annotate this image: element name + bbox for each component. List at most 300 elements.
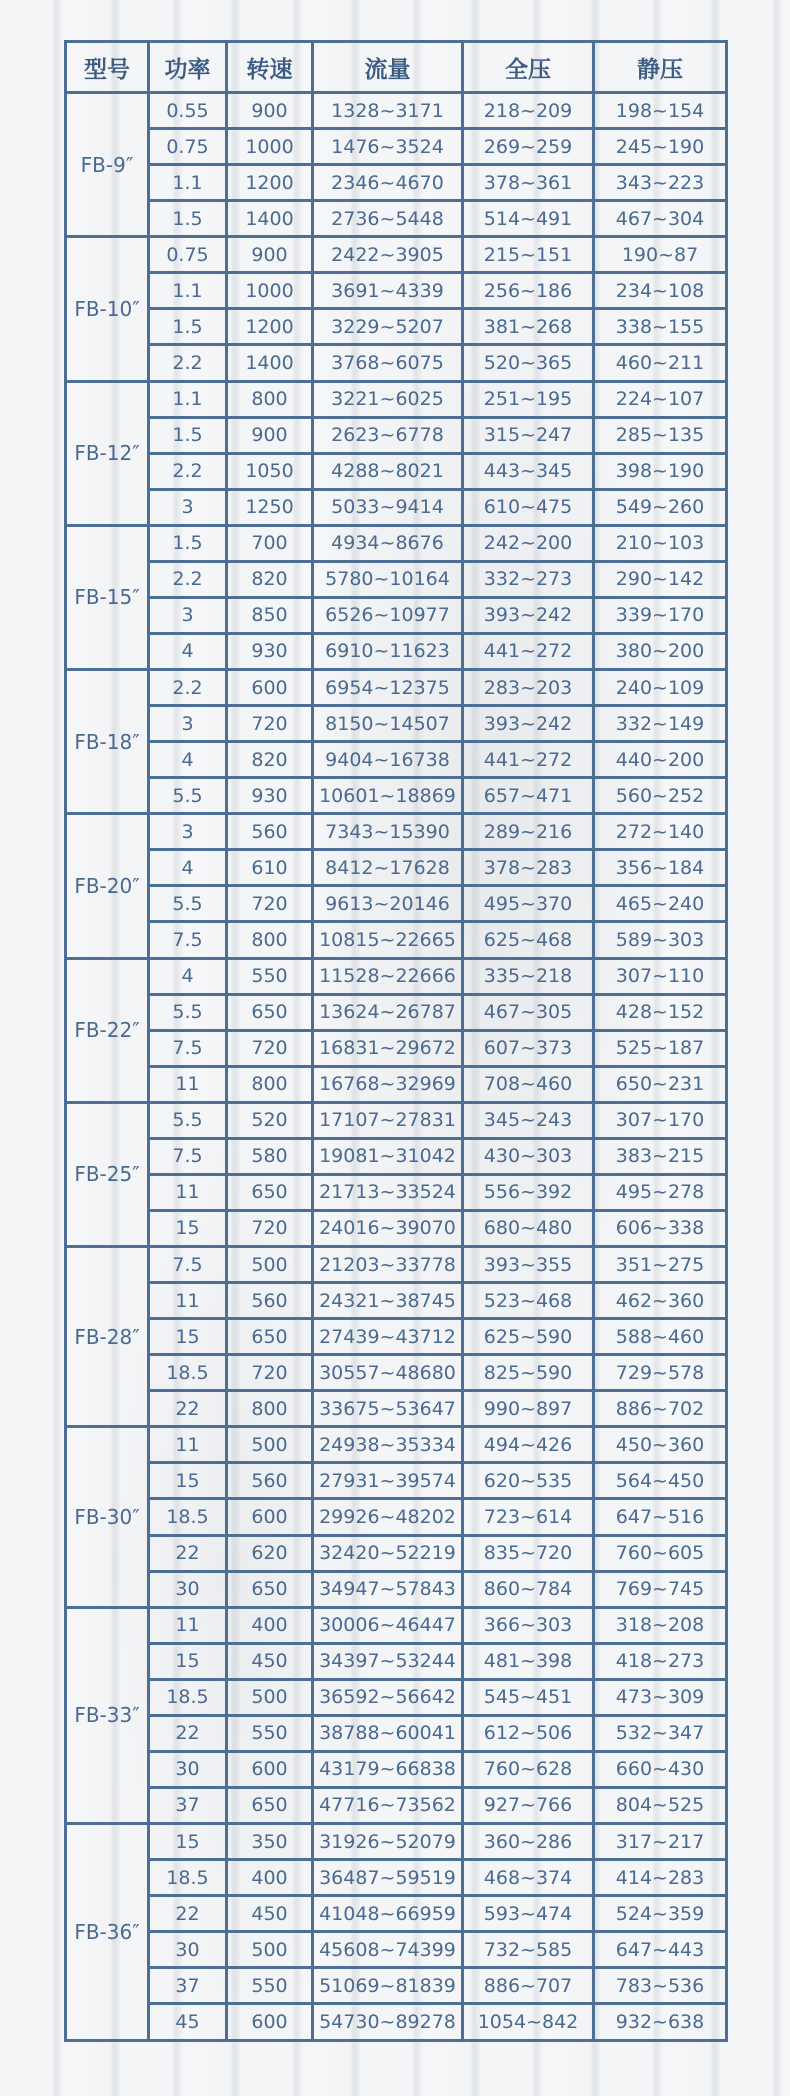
power-cell: 18.5 xyxy=(149,1355,227,1391)
static-pressure-cell: 317~217 xyxy=(594,1824,727,1860)
flow-cell: 2736~5448 xyxy=(313,201,463,237)
table-row xyxy=(66,886,727,922)
total-pressure-cell: 708~460 xyxy=(463,1066,594,1102)
power-cell: 22 xyxy=(149,1535,227,1571)
static-pressure-cell: 307~170 xyxy=(594,1102,727,1138)
flow-cell: 38788~60041 xyxy=(313,1715,463,1751)
total-pressure-cell: 1054~842 xyxy=(463,2004,594,2041)
flow-cell: 6910~11623 xyxy=(313,633,463,669)
speed-cell: 1200 xyxy=(227,309,313,345)
total-pressure-cell: 523~468 xyxy=(463,1283,594,1319)
flow-cell: 21713~33524 xyxy=(313,1174,463,1210)
speed-cell: 350 xyxy=(227,1824,313,1860)
total-pressure-cell: 835~720 xyxy=(463,1535,594,1571)
table-row xyxy=(66,417,727,453)
model-cell: FB-22″ xyxy=(66,958,149,1102)
total-pressure-cell: 256~186 xyxy=(463,273,594,309)
model-cell: FB-36″ xyxy=(66,1824,149,2041)
total-pressure-cell: 441~272 xyxy=(463,633,594,669)
static-pressure-cell: 462~360 xyxy=(594,1283,727,1319)
table-row xyxy=(66,670,727,706)
speed-cell: 400 xyxy=(227,1607,313,1643)
table-row xyxy=(66,1932,727,1968)
power-cell: 18.5 xyxy=(149,1499,227,1535)
model-cell: FB-12″ xyxy=(66,381,149,525)
fan-spec-table xyxy=(64,40,728,2042)
flow-cell: 32420~52219 xyxy=(313,1535,463,1571)
power-cell: 4 xyxy=(149,633,227,669)
total-pressure-cell: 927~766 xyxy=(463,1787,594,1823)
table-row xyxy=(66,778,727,814)
flow-cell: 54730~89278 xyxy=(313,2004,463,2041)
table-row xyxy=(66,1643,727,1679)
table-row xyxy=(66,2004,727,2041)
flow-cell: 3229~5207 xyxy=(313,309,463,345)
total-pressure-cell: 393~355 xyxy=(463,1247,594,1283)
flow-cell: 17107~27831 xyxy=(313,1102,463,1138)
static-pressure-cell: 804~525 xyxy=(594,1787,727,1823)
spec-table-container xyxy=(64,40,725,2042)
flow-cell: 30006~46447 xyxy=(313,1607,463,1643)
model-cell: FB-10″ xyxy=(66,237,149,381)
static-pressure-cell: 650~231 xyxy=(594,1066,727,1102)
model-cell: FB-33″ xyxy=(66,1607,149,1823)
total-pressure-cell: 218~209 xyxy=(463,93,594,129)
table-row xyxy=(66,129,727,165)
table-row xyxy=(66,165,727,201)
flow-cell: 2346~4670 xyxy=(313,165,463,201)
power-cell: 1.1 xyxy=(149,381,227,417)
power-cell: 22 xyxy=(149,1715,227,1751)
flow-cell: 11528~22666 xyxy=(313,958,463,994)
static-pressure-cell: 338~155 xyxy=(594,309,727,345)
table-row xyxy=(66,1896,727,1932)
flow-cell: 6526~10977 xyxy=(313,597,463,633)
total-pressure-cell: 393~242 xyxy=(463,706,594,742)
table-row xyxy=(66,1355,727,1391)
flow-cell: 34397~53244 xyxy=(313,1643,463,1679)
static-pressure-cell: 318~208 xyxy=(594,1607,727,1643)
power-cell: 2.2 xyxy=(149,453,227,489)
total-pressure-cell: 283~203 xyxy=(463,670,594,706)
model-cell: FB-20″ xyxy=(66,814,149,958)
power-cell: 4 xyxy=(149,850,227,886)
speed-cell: 850 xyxy=(227,597,313,633)
power-cell: 5.5 xyxy=(149,886,227,922)
total-pressure-cell: 378~283 xyxy=(463,850,594,886)
model-cell: FB-9″ xyxy=(66,93,149,237)
static-pressure-cell: 234~108 xyxy=(594,273,727,309)
flow-cell: 2623~6778 xyxy=(313,417,463,453)
flow-cell: 3691~4339 xyxy=(313,273,463,309)
flow-cell: 10815~22665 xyxy=(313,922,463,958)
speed-cell: 800 xyxy=(227,1391,313,1427)
speed-cell: 930 xyxy=(227,778,313,814)
total-pressure-cell: 360~286 xyxy=(463,1824,594,1860)
static-pressure-cell: 783~536 xyxy=(594,1968,727,2004)
total-pressure-cell: 481~398 xyxy=(463,1643,594,1679)
speed-cell: 560 xyxy=(227,1283,313,1319)
power-cell: 7.5 xyxy=(149,1247,227,1283)
static-pressure-cell: 414~283 xyxy=(594,1860,727,1896)
flow-cell: 8412~17628 xyxy=(313,850,463,886)
speed-cell: 900 xyxy=(227,417,313,453)
speed-cell: 500 xyxy=(227,1247,313,1283)
table-row xyxy=(66,345,727,381)
flow-cell: 2422~3905 xyxy=(313,237,463,273)
flow-cell: 27931~39574 xyxy=(313,1463,463,1499)
power-cell: 3 xyxy=(149,706,227,742)
table-row xyxy=(66,1463,727,1499)
table-row xyxy=(66,742,727,778)
speed-cell: 1000 xyxy=(227,273,313,309)
flow-cell: 43179~66838 xyxy=(313,1751,463,1787)
speed-cell: 520 xyxy=(227,1102,313,1138)
header-static-pressure: 静压 xyxy=(594,42,727,93)
total-pressure-cell: 680~480 xyxy=(463,1210,594,1246)
speed-cell: 600 xyxy=(227,670,313,706)
power-cell: 2.2 xyxy=(149,345,227,381)
power-cell: 15 xyxy=(149,1643,227,1679)
speed-cell: 610 xyxy=(227,850,313,886)
total-pressure-cell: 514~491 xyxy=(463,201,594,237)
static-pressure-cell: 564~450 xyxy=(594,1463,727,1499)
total-pressure-cell: 335~218 xyxy=(463,958,594,994)
table-row xyxy=(66,1066,727,1102)
static-pressure-cell: 524~359 xyxy=(594,1896,727,1932)
power-cell: 1.1 xyxy=(149,273,227,309)
flow-cell: 27439~43712 xyxy=(313,1319,463,1355)
flow-cell: 45608~74399 xyxy=(313,1932,463,1968)
total-pressure-cell: 366~303 xyxy=(463,1607,594,1643)
table-row xyxy=(66,958,727,994)
power-cell: 45 xyxy=(149,2004,227,2041)
static-pressure-cell: 383~215 xyxy=(594,1138,727,1174)
speed-cell: 720 xyxy=(227,1210,313,1246)
table-row xyxy=(66,1751,727,1787)
static-pressure-cell: 467~304 xyxy=(594,201,727,237)
power-cell: 4 xyxy=(149,742,227,778)
speed-cell: 1250 xyxy=(227,489,313,525)
static-pressure-cell: 932~638 xyxy=(594,2004,727,2041)
model-cell: FB-25″ xyxy=(66,1102,149,1246)
speed-cell: 720 xyxy=(227,706,313,742)
power-cell: 1.5 xyxy=(149,201,227,237)
total-pressure-cell: 430~303 xyxy=(463,1138,594,1174)
total-pressure-cell: 443~345 xyxy=(463,453,594,489)
power-cell: 3 xyxy=(149,597,227,633)
static-pressure-cell: 440~200 xyxy=(594,742,727,778)
speed-cell: 580 xyxy=(227,1138,313,1174)
static-pressure-cell: 210~103 xyxy=(594,525,727,561)
flow-cell: 21203~33778 xyxy=(313,1247,463,1283)
flow-cell: 33675~53647 xyxy=(313,1391,463,1427)
speed-cell: 600 xyxy=(227,1751,313,1787)
speed-cell: 1400 xyxy=(227,345,313,381)
flow-cell: 19081~31042 xyxy=(313,1138,463,1174)
static-pressure-cell: 769~745 xyxy=(594,1571,727,1607)
power-cell: 7.5 xyxy=(149,1138,227,1174)
flow-cell: 34947~57843 xyxy=(313,1571,463,1607)
flow-cell: 31926~52079 xyxy=(313,1824,463,1860)
power-cell: 1.1 xyxy=(149,165,227,201)
total-pressure-cell: 381~268 xyxy=(463,309,594,345)
table-row xyxy=(66,1319,727,1355)
power-cell: 15 xyxy=(149,1210,227,1246)
total-pressure-cell: 289~216 xyxy=(463,814,594,850)
speed-cell: 1400 xyxy=(227,201,313,237)
flow-cell: 9613~20146 xyxy=(313,886,463,922)
static-pressure-cell: 589~303 xyxy=(594,922,727,958)
header-model: 型号 xyxy=(66,42,149,93)
flow-cell: 6954~12375 xyxy=(313,670,463,706)
static-pressure-cell: 240~109 xyxy=(594,670,727,706)
table-row xyxy=(66,309,727,345)
table-row xyxy=(66,1824,727,1860)
static-pressure-cell: 343~223 xyxy=(594,165,727,201)
total-pressure-cell: 269~259 xyxy=(463,129,594,165)
table-body xyxy=(66,93,727,2041)
speed-cell: 700 xyxy=(227,525,313,561)
table-row xyxy=(66,489,727,525)
power-cell: 5.5 xyxy=(149,1102,227,1138)
static-pressure-cell: 398~190 xyxy=(594,453,727,489)
static-pressure-cell: 307~110 xyxy=(594,958,727,994)
power-cell: 37 xyxy=(149,1787,227,1823)
speed-cell: 1050 xyxy=(227,453,313,489)
power-cell: 1.5 xyxy=(149,417,227,453)
table-row xyxy=(66,1102,727,1138)
power-cell: 22 xyxy=(149,1896,227,1932)
total-pressure-cell: 886~707 xyxy=(463,1968,594,2004)
power-cell: 15 xyxy=(149,1319,227,1355)
flow-cell: 10601~18869 xyxy=(313,778,463,814)
speed-cell: 1200 xyxy=(227,165,313,201)
table-row xyxy=(66,1247,727,1283)
total-pressure-cell: 990~897 xyxy=(463,1391,594,1427)
speed-cell: 600 xyxy=(227,1499,313,1535)
table-row xyxy=(66,1210,727,1246)
table-row xyxy=(66,706,727,742)
static-pressure-cell: 660~430 xyxy=(594,1751,727,1787)
total-pressure-cell: 760~628 xyxy=(463,1751,594,1787)
total-pressure-cell: 251~195 xyxy=(463,381,594,417)
static-pressure-cell: 198~154 xyxy=(594,93,727,129)
power-cell: 11 xyxy=(149,1174,227,1210)
flow-cell: 30557~48680 xyxy=(313,1355,463,1391)
speed-cell: 720 xyxy=(227,1355,313,1391)
static-pressure-cell: 525~187 xyxy=(594,1030,727,1066)
total-pressure-cell: 607~373 xyxy=(463,1030,594,1066)
static-pressure-cell: 428~152 xyxy=(594,994,727,1030)
flow-cell: 13624~26787 xyxy=(313,994,463,1030)
table-row xyxy=(66,814,727,850)
static-pressure-cell: 380~200 xyxy=(594,633,727,669)
header-total-pressure: 全压 xyxy=(463,42,594,93)
speed-cell: 650 xyxy=(227,1174,313,1210)
total-pressure-cell: 315~247 xyxy=(463,417,594,453)
flow-cell: 36592~56642 xyxy=(313,1679,463,1715)
flow-cell: 51069~81839 xyxy=(313,1968,463,2004)
power-cell: 5.5 xyxy=(149,994,227,1030)
flow-cell: 4934~8676 xyxy=(313,525,463,561)
speed-cell: 500 xyxy=(227,1427,313,1463)
speed-cell: 650 xyxy=(227,1787,313,1823)
static-pressure-cell: 418~273 xyxy=(594,1643,727,1679)
speed-cell: 800 xyxy=(227,922,313,958)
table-row xyxy=(66,633,727,669)
flow-cell: 36487~59519 xyxy=(313,1860,463,1896)
power-cell: 0.75 xyxy=(149,237,227,273)
table-row xyxy=(66,1283,727,1319)
power-cell: 11 xyxy=(149,1283,227,1319)
speed-cell: 820 xyxy=(227,742,313,778)
speed-cell: 800 xyxy=(227,1066,313,1102)
speed-cell: 550 xyxy=(227,1715,313,1751)
total-pressure-cell: 545~451 xyxy=(463,1679,594,1715)
table-row xyxy=(66,1535,727,1571)
table-row xyxy=(66,1138,727,1174)
flow-cell: 16768~32969 xyxy=(313,1066,463,1102)
table-row xyxy=(66,381,727,417)
flow-cell: 5780~10164 xyxy=(313,561,463,597)
table-row xyxy=(66,1391,727,1427)
model-cell: FB-18″ xyxy=(66,670,149,814)
total-pressure-cell: 556~392 xyxy=(463,1174,594,1210)
total-pressure-cell: 625~590 xyxy=(463,1319,594,1355)
table-row xyxy=(66,994,727,1030)
table-row xyxy=(66,1427,727,1463)
flow-cell: 24938~35334 xyxy=(313,1427,463,1463)
table-row xyxy=(66,237,727,273)
speed-cell: 500 xyxy=(227,1932,313,1968)
flow-cell: 41048~66959 xyxy=(313,1896,463,1932)
power-cell: 2.2 xyxy=(149,561,227,597)
flow-cell: 16831~29672 xyxy=(313,1030,463,1066)
header-flow: 流量 xyxy=(313,42,463,93)
flow-cell: 1328~3171 xyxy=(313,93,463,129)
speed-cell: 820 xyxy=(227,561,313,597)
static-pressure-cell: 245~190 xyxy=(594,129,727,165)
flow-cell: 5033~9414 xyxy=(313,489,463,525)
total-pressure-cell: 215~151 xyxy=(463,237,594,273)
static-pressure-cell: 606~338 xyxy=(594,1210,727,1246)
total-pressure-cell: 825~590 xyxy=(463,1355,594,1391)
header-speed: 转速 xyxy=(227,42,313,93)
total-pressure-cell: 393~242 xyxy=(463,597,594,633)
speed-cell: 550 xyxy=(227,958,313,994)
model-cell: FB-30″ xyxy=(66,1427,149,1607)
table-row xyxy=(66,1030,727,1066)
total-pressure-cell: 610~475 xyxy=(463,489,594,525)
table-row xyxy=(66,1860,727,1896)
speed-cell: 550 xyxy=(227,1968,313,2004)
static-pressure-cell: 332~149 xyxy=(594,706,727,742)
total-pressure-cell: 620~535 xyxy=(463,1463,594,1499)
table-row xyxy=(66,597,727,633)
static-pressure-cell: 760~605 xyxy=(594,1535,727,1571)
table-row xyxy=(66,922,727,958)
static-pressure-cell: 549~260 xyxy=(594,489,727,525)
total-pressure-cell: 593~474 xyxy=(463,1896,594,1932)
static-pressure-cell: 560~252 xyxy=(594,778,727,814)
static-pressure-cell: 886~702 xyxy=(594,1391,727,1427)
static-pressure-cell: 351~275 xyxy=(594,1247,727,1283)
flow-cell: 3768~6075 xyxy=(313,345,463,381)
speed-cell: 900 xyxy=(227,93,313,129)
power-cell: 3 xyxy=(149,489,227,525)
static-pressure-cell: 285~135 xyxy=(594,417,727,453)
static-pressure-cell: 647~516 xyxy=(594,1499,727,1535)
flow-cell: 4288~8021 xyxy=(313,453,463,489)
table-row xyxy=(66,1968,727,2004)
static-pressure-cell: 473~309 xyxy=(594,1679,727,1715)
speed-cell: 930 xyxy=(227,633,313,669)
speed-cell: 600 xyxy=(227,2004,313,2041)
speed-cell: 560 xyxy=(227,814,313,850)
flow-cell: 3221~6025 xyxy=(313,381,463,417)
table-row xyxy=(66,1499,727,1535)
power-cell: 37 xyxy=(149,1968,227,2004)
total-pressure-cell: 625~468 xyxy=(463,922,594,958)
static-pressure-cell: 532~347 xyxy=(594,1715,727,1751)
table-row xyxy=(66,850,727,886)
table-row xyxy=(66,93,727,129)
speed-cell: 500 xyxy=(227,1679,313,1715)
power-cell: 30 xyxy=(149,1932,227,1968)
static-pressure-cell: 495~278 xyxy=(594,1174,727,1210)
power-cell: 30 xyxy=(149,1571,227,1607)
table-row xyxy=(66,561,727,597)
flow-cell: 1476~3524 xyxy=(313,129,463,165)
flow-cell: 29926~48202 xyxy=(313,1499,463,1535)
table-row xyxy=(66,273,727,309)
speed-cell: 900 xyxy=(227,237,313,273)
table-row xyxy=(66,1174,727,1210)
power-cell: 0.75 xyxy=(149,129,227,165)
flow-cell: 8150~14507 xyxy=(313,706,463,742)
total-pressure-cell: 467~305 xyxy=(463,994,594,1030)
power-cell: 1.5 xyxy=(149,309,227,345)
static-pressure-cell: 450~360 xyxy=(594,1427,727,1463)
speed-cell: 650 xyxy=(227,1571,313,1607)
speed-cell: 650 xyxy=(227,1319,313,1355)
static-pressure-cell: 224~107 xyxy=(594,381,727,417)
static-pressure-cell: 460~211 xyxy=(594,345,727,381)
total-pressure-cell: 723~614 xyxy=(463,1499,594,1535)
flow-cell: 7343~15390 xyxy=(313,814,463,850)
table-row xyxy=(66,525,727,561)
power-cell: 4 xyxy=(149,958,227,994)
total-pressure-cell: 468~374 xyxy=(463,1860,594,1896)
table-row xyxy=(66,1715,727,1751)
flow-cell: 24016~39070 xyxy=(313,1210,463,1246)
speed-cell: 450 xyxy=(227,1643,313,1679)
static-pressure-cell: 339~170 xyxy=(594,597,727,633)
table-row xyxy=(66,201,727,237)
power-cell: 18.5 xyxy=(149,1679,227,1715)
total-pressure-cell: 657~471 xyxy=(463,778,594,814)
power-cell: 1.5 xyxy=(149,525,227,561)
power-cell: 5.5 xyxy=(149,778,227,814)
speed-cell: 720 xyxy=(227,1030,313,1066)
total-pressure-cell: 860~784 xyxy=(463,1571,594,1607)
model-cell: FB-28″ xyxy=(66,1247,149,1427)
table-row xyxy=(66,1607,727,1643)
speed-cell: 560 xyxy=(227,1463,313,1499)
static-pressure-cell: 465~240 xyxy=(594,886,727,922)
power-cell: 2.2 xyxy=(149,670,227,706)
